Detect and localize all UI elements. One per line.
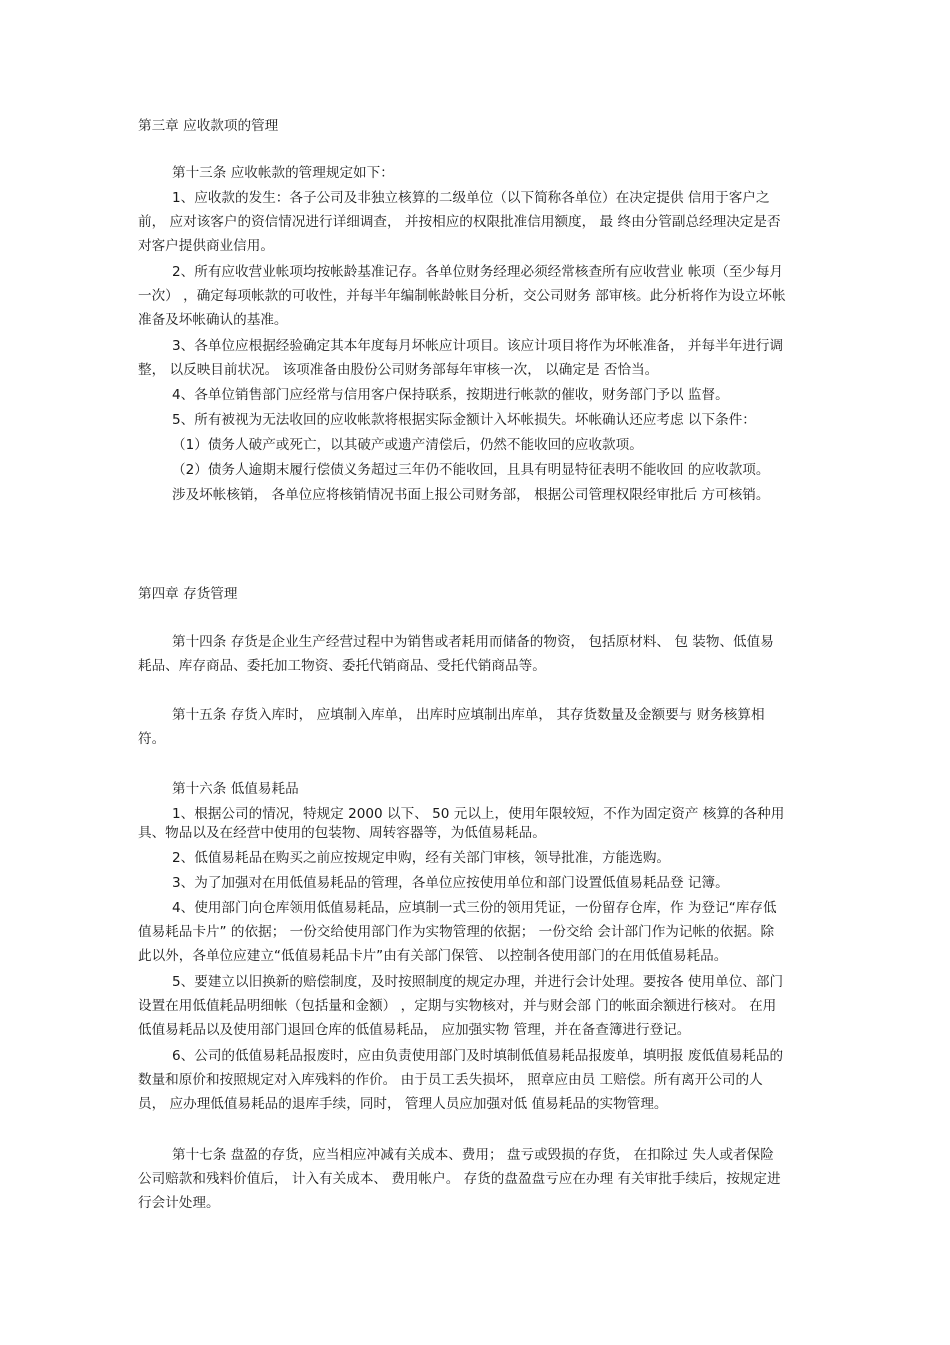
paragraph-line: 符。 bbox=[138, 731, 166, 747]
paragraph-line: 6、公司的低值易耗品报废时，应由负责使用部门及时填制低值易耗品报废单，填明报 废低值易耗品的 bbox=[172, 1048, 784, 1064]
paragraph-line: 行会计处理。 bbox=[138, 1195, 220, 1211]
paragraph-line: （1）债务人破产或死亡，以其破产或遗产清偿后，仍然不能收回的应收款项。 bbox=[172, 437, 643, 453]
paragraph-line: 耗品、库存商品、委托加工物资、委托代销商品、受托代销商品等。 bbox=[138, 658, 546, 674]
paragraph-line: 设置在用低值耗品明细帐（包括量和金额） ，定期与实物核对，并与财会部 门的帐面余额进行核对。 在用 bbox=[138, 998, 777, 1014]
paragraph-line: 1、应收款的发生：各子公司及非独立核算的二级单位（以下简称各单位）在决定提供 信用于客户之 bbox=[172, 190, 770, 206]
paragraph-line: 数量和原价和按照规定对入库残料的作价。 由于员工丢失损坏， 照章应由员 工赔偿。所有离开公司的人 bbox=[138, 1072, 763, 1088]
article-16-title: 第十六条 低值易耗品 bbox=[172, 781, 299, 797]
paragraph-line: 对客户提供商业信用。 bbox=[138, 238, 274, 254]
paragraph-line: 涉及坏帐核销， 各单位应将核销情况书面上报公司财务部， 根据公司管理权限经审批后 方可核销。 bbox=[172, 487, 770, 503]
paragraph-line: 1、根据公司的情况，特规定 2000 以下、 50 元以上，使用年限较短，不作为固定资产 核算的各种用 bbox=[172, 806, 785, 822]
article-15-line: 第十五条 存货入库时， 应填制入库单， 出库时应填制出库单， 其存货数量及金额要与 财务核算相 bbox=[172, 707, 765, 723]
paragraph-line: 4、各单位销售部门应经常与信用客户保持联系，按期进行帐款的催收，财务部门予以 监督。 bbox=[172, 387, 729, 403]
paragraph-line: 员， 应办理低值易耗品的退库手续，同时， 管理人员应加强对低 值易耗品的实物管理。 bbox=[138, 1096, 668, 1112]
chapter-3-title: 第三章 应收款项的管理 bbox=[138, 118, 279, 134]
article-13-title: 第十三条 应收帐款的管理规定如下： bbox=[172, 165, 394, 181]
paragraph-line: 准备及坏帐确认的基准。 bbox=[138, 312, 288, 328]
paragraph-line: 前， 应对该客户的资信情况进行详细调查， 并按相应的权限批准信用额度， 最 终由分管副总经理决定是否 bbox=[138, 214, 781, 230]
paragraph-line: 2、低值易耗品在购买之前应按规定申购，经有关部门审核，领导批准，方能选购。 bbox=[172, 850, 671, 866]
article-14-line: 第十四条 存货是企业生产经营过程中为销售或者耗用而储备的物资， 包括原材料、 包 装物、低值易 bbox=[172, 634, 774, 650]
paragraph-line: （2）债务人逾期末履行偿债义务超过三年仍不能收回，且具有明显特征表明不能收回 的应收款项。 bbox=[172, 462, 770, 478]
paragraph-line: 5、要建立以旧换新的赔偿制度，及时按照制度的规定办理，并进行会计处理。要按各 使用单位、部门 bbox=[172, 974, 784, 990]
paragraph-line: 2、所有应收营业帐项均按帐龄基准记存。各单位财务经理必须经常核查所有应收营业 帐项（至少每月 bbox=[172, 264, 784, 280]
paragraph-line: 低值易耗品以及使用部门退回仓库的低值易耗品， 应加强实物 管理，并在备查簿进行登记。 bbox=[138, 1022, 691, 1038]
paragraph-line: 具、物品以及在经营中使用的包装物、周转容器等，为低值易耗品。 bbox=[138, 825, 546, 841]
paragraph-line: 值易耗品卡片” 的依据； 一份交给使用部门作为实物管理的依据； 一份交给 会计部门作为记帐的依据。除 bbox=[138, 924, 775, 940]
article-17-line: 第十七条 盘盈的存货，应当相应冲减有关成本、费用； 盘亏或毁损的存货， 在扣除过 失人或者保险 bbox=[172, 1147, 774, 1163]
paragraph-line: 此以外，各单位应建立“低值易耗品卡片”由有关部门保管、 以控制各使用部门的在用低值易耗品。 bbox=[138, 948, 728, 964]
paragraph-line: 整， 以反映目前状况。 该项准备由股份公司财务部每年审核一次， 以确定是 否恰当。 bbox=[138, 362, 659, 378]
paragraph-line: 3、为了加强对在用低值易耗品的管理，各单位应按使用单位和部门设置低值易耗品登 记簿。 bbox=[172, 875, 729, 891]
paragraph-line: 公司赔款和残料价值后， 计入有关成本、 费用帐户。 存货的盘盈盘亏应在办理 有关审批手续后，按规定进 bbox=[138, 1171, 781, 1187]
paragraph-line: 3、各单位应根据经验确定其本年度每月坏帐应计项目。该应计项目将作为坏帐准备， 并每半年进行调 bbox=[172, 338, 784, 354]
paragraph-line: 5、所有被视为无法收回的应收帐款将根据实际金额计入坏帐损失。坏帐确认还应考虑 以下条件： bbox=[172, 412, 756, 428]
chapter-4-title: 第四章 存货管理 bbox=[138, 586, 238, 602]
paragraph-line: 4、使用部门向仓库领用低值易耗品，应填制一式三份的领用凭证，一份留存仓库，作 为登记“库存低 bbox=[172, 900, 777, 916]
paragraph-line: 一次） ，确定每项帐款的可收性，并每半年编制帐龄帐目分析，交公司财务 部审核。此分析将作为设立坏帐 bbox=[138, 288, 786, 304]
